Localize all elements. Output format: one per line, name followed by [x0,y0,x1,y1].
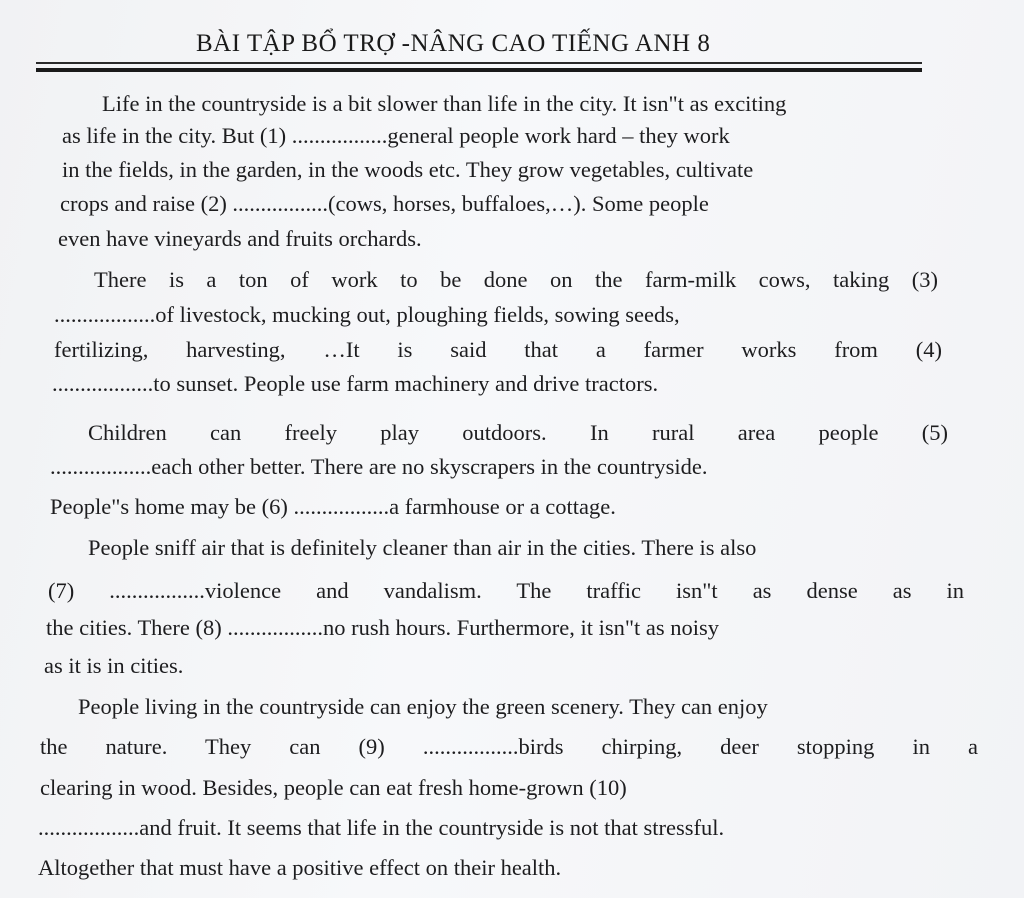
text-line: clearing in wood. Besides, people can eat fresh home-grown (10) [40,775,627,800]
text-line: People living in the countryside can enjoy the green scenery. They can enjoy [78,694,768,719]
text-line: Life in the countryside is a bit slower than life in the city. It isn"t as exciting [102,91,787,116]
text-line: fertilizing, harvesting, …It is said that a farmer works from (4) [54,337,942,362]
text-line: ..................and fruit. It seems that life in the countryside is not that stressful. [38,815,725,840]
text-line: the nature. They can (9) .................birds chirping, deer stopping in a [40,734,978,759]
text-line: People sniff air that is definitely cleaner than air in the cities. There is also [88,535,757,560]
text-line: There is a ton of work to be done on the farm-milk cows, taking (3) [94,267,938,292]
header-rule-thin [36,62,922,64]
header-rule-thick [36,68,922,72]
text-line: People"s home may be (6) .................a farmhouse or a cottage. [50,494,616,519]
text-line: in the fields, in the garden, in the woods etc. They grow vegetables, cultivate [62,157,754,182]
text-line: ..................to sunset. People use farm machinery and drive tractors. [52,371,659,396]
page-header-title: BÀI TẬP BỔ TRỢ -NÂNG CAO TIẾNG ANH 8 [196,30,711,57]
text-line: crops and raise (2) .................(cows, horses, buffaloes,…). Some people [60,191,709,216]
text-line: (7) .................violence and vandalism. The traffic isn"t as dense as in [48,578,964,603]
text-line: Children can freely play outdoors. In rural area people (5) [88,420,948,445]
text-line: the cities. There (8) .................no rush hours. Furthermore, it isn"t as noisy [46,615,720,640]
text-line: ..................of livestock, mucking out, ploughing fields, sowing seeds, [54,302,680,327]
text-line: ..................each other better. There are no skyscrapers in the countryside. [50,454,708,479]
text-line: even have vineyards and fruits orchards. [58,226,422,251]
text-line: Altogether that must have a positive effect on their health. [38,855,562,880]
text-line: as it is in cities. [44,653,184,678]
text-line: as life in the city. But (1) .................general people work hard – they work [62,123,730,148]
